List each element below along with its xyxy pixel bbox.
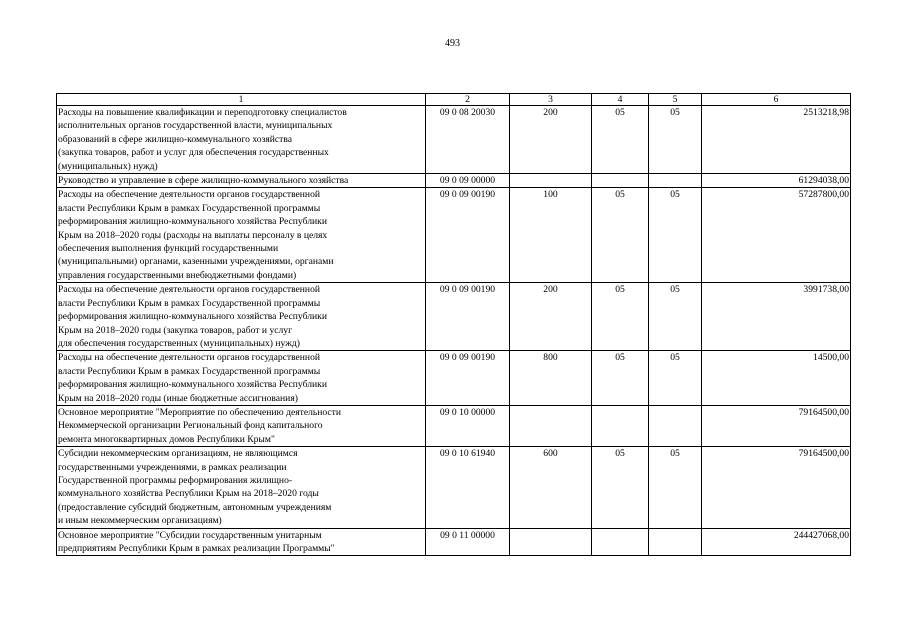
row-name-line: образований в сфере жилищно-коммунального хозяйства [58, 133, 293, 145]
row-name-line: Расходы на повышение квалификации и переподготовку специалистов [58, 107, 347, 118]
row-section-cell [592, 174, 649, 188]
row-name-line: Расходы на обеспечение деятельности органов государственной [58, 189, 321, 201]
header-col-4: 4 [592, 94, 649, 106]
row-name-line: реформирования жилищно-коммунального хозяйства Республики [58, 311, 327, 323]
row-amount-cell: 57287800,00 [702, 188, 851, 283]
row-name-line: и иным некоммерческим организациям) [58, 515, 222, 527]
row-name-cell [57, 283, 426, 351]
row-name-line: Крым на 2018–2020 годы (иные бюджетные ассигнования) [58, 392, 298, 404]
table-row [57, 528, 851, 556]
row-subsection-cell [649, 528, 702, 556]
row-name-cell [57, 188, 426, 283]
table-row [57, 351, 851, 406]
row-amount-cell: 61294038,00 [702, 174, 851, 188]
row-amount-cell: 79164500,00 [702, 447, 851, 528]
row-name-cell [57, 447, 426, 528]
row-name-line: Руководство и управление в сфере жилищно-коммунального хозяйства [58, 175, 349, 187]
row-code-cell: 09 0 11 00000 [426, 528, 510, 556]
row-expense-type-cell: 200 [510, 283, 592, 351]
row-name-line: для обеспечения государственных (муниципальных) нужд) [58, 337, 300, 349]
row-subsection-cell [649, 174, 702, 188]
row-name-cell [57, 106, 426, 174]
row-name-line: предприятиям Республики Крым в рамках реализации Программы" [58, 543, 335, 554]
header-col-2: 2 [426, 94, 510, 106]
row-name-line: Некоммерческой организации Региональный фонд капитального [58, 420, 323, 432]
row-code-cell: 09 0 09 00000 [426, 174, 510, 188]
row-amount-cell: 79164500,00 [702, 405, 851, 446]
row-name-line: власти Республики Крым в рамках Государственной программы [58, 202, 321, 214]
table-row [57, 447, 851, 528]
row-name-line: Основное мероприятие "Субсидии государственным унитарным [58, 529, 322, 541]
row-subsection-cell: 05 [649, 447, 702, 528]
row-name-line: Крым на 2018–2020 годы (расходы на выплаты персоналу в целях [58, 229, 328, 241]
row-amount-cell: 2513218,98 [702, 106, 851, 174]
table-row [57, 188, 851, 283]
row-amount-cell: 244427068,00 [702, 528, 851, 556]
budget-table [56, 93, 851, 556]
row-name-line: (муниципальных) нужд) [58, 160, 158, 172]
row-subsection-cell: 05 [649, 351, 702, 406]
row-name-line: (предоставление субсидий бюджетным, автономным учреждениям [58, 501, 332, 513]
table-header-row [57, 94, 851, 106]
row-code-cell: 09 0 08 20030 [426, 106, 510, 174]
row-name-line: (закупка товаров, работ и услуг для обеспечения государственных [58, 147, 329, 159]
row-name-cell [57, 351, 426, 406]
row-section-cell: 05 [592, 283, 649, 351]
table-body [57, 106, 851, 556]
row-subsection-cell: 05 [649, 283, 702, 351]
row-name-line: (муниципальными) органами, казенными учреждениями, органами [58, 256, 334, 268]
row-amount-cell: 3991738,00 [702, 283, 851, 351]
row-name-line: исполнительных органов государственной власти, муниципальных [58, 120, 333, 132]
row-name-cell [57, 174, 426, 188]
row-subsection-cell [649, 405, 702, 446]
row-expense-type-cell: 100 [510, 188, 592, 283]
row-code-cell: 09 0 10 00000 [426, 405, 510, 446]
row-section-cell: 05 [592, 188, 649, 283]
row-expense-type-cell [510, 174, 592, 188]
header-col-6: 6 [702, 94, 851, 106]
table-row [57, 174, 851, 188]
header-col-3: 3 [510, 94, 592, 106]
row-name-cell [57, 528, 426, 556]
row-code-cell: 09 0 09 00190 [426, 188, 510, 283]
row-expense-type-cell [510, 405, 592, 446]
table-row [57, 283, 851, 351]
row-name-line: Основное мероприятие "Мероприятие по обеспечению деятельности [58, 406, 341, 418]
page-number: 493 [445, 38, 460, 49]
row-expense-type-cell [510, 528, 592, 556]
row-name-line: власти Республики Крым в рамках Государственной программы [58, 365, 321, 377]
row-name-line: коммунального хозяйства Республики Крым на 2018–2020 годы [58, 488, 319, 500]
row-subsection-cell: 05 [649, 188, 702, 283]
row-name-line: Крым на 2018–2020 годы (закупка товаров, работ и услуг [58, 324, 293, 336]
row-expense-type-cell: 200 [510, 106, 592, 174]
row-subsection-cell: 05 [649, 106, 702, 174]
row-section-cell [592, 528, 649, 556]
row-name-line: Расходы на обеспечение деятельности органов государственной [58, 284, 321, 296]
row-name-line: реформирования жилищно-коммунального хозяйства Республики [58, 216, 327, 228]
row-expense-type-cell: 800 [510, 351, 592, 406]
header-col-5: 5 [649, 94, 702, 106]
row-name-line: ремонта многоквартирных домов Республики Крым" [58, 433, 275, 445]
table-row [57, 405, 851, 446]
row-expense-type-cell: 600 [510, 447, 592, 528]
row-name-line: управления государственными внебюджетными фондами) [58, 269, 297, 281]
row-name-line: Расходы на обеспечение деятельности органов государственной [58, 352, 321, 364]
row-code-cell: 09 0 10 61940 [426, 447, 510, 528]
row-name-line: Государственной программы реформирования жилищно- [58, 474, 293, 486]
row-name-line: реформирования жилищно-коммунального хозяйства Республики [58, 379, 327, 391]
row-section-cell: 05 [592, 351, 649, 406]
row-name-line: обеспечения выполнения функций государственными [58, 243, 279, 255]
table-row [57, 106, 851, 174]
row-code-cell: 09 0 09 00190 [426, 351, 510, 406]
row-name-line: государственными учреждениями, в рамках реализации [58, 461, 287, 473]
row-amount-cell: 14500,00 [702, 351, 851, 406]
row-section-cell: 05 [592, 447, 649, 528]
row-section-cell: 05 [592, 106, 649, 174]
header-col-1: 1 [57, 94, 426, 106]
row-name-line: власти Республики Крым в рамках Государственной программы [58, 297, 321, 309]
row-section-cell [592, 405, 649, 446]
row-code-cell: 09 0 09 00190 [426, 283, 510, 351]
row-name-cell [57, 405, 426, 446]
row-name-line: Субсидии некоммерческим организациям, не являющимся [58, 448, 298, 460]
